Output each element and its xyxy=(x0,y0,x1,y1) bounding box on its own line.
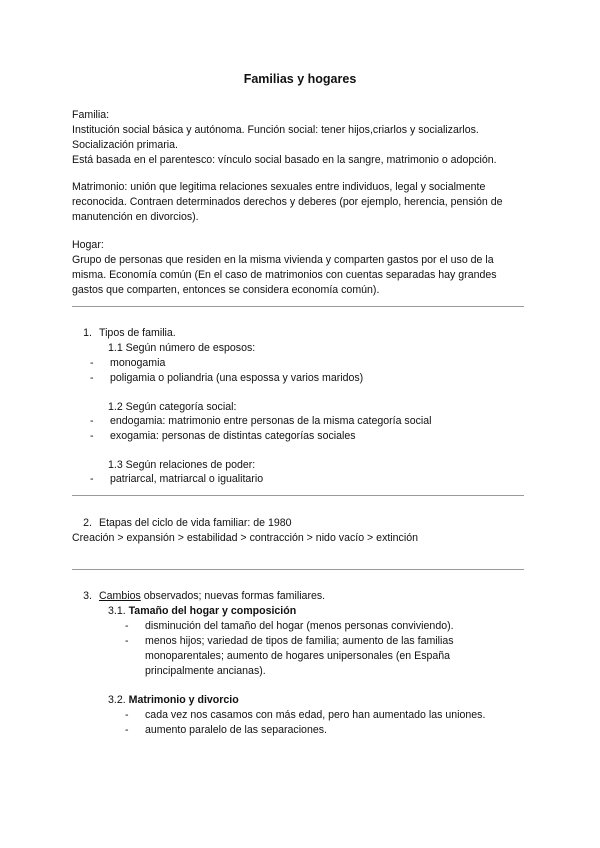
section3-label-underlined: Cambios xyxy=(99,590,141,602)
hogar-line: gastos que comparten, entonces se considera economía común). xyxy=(72,284,380,296)
hogar-heading: Hogar: xyxy=(72,239,104,251)
section3-sub1-label: Tamaño del hogar y composición xyxy=(128,605,297,617)
familia-section xyxy=(72,108,532,168)
familia-line: Está basada en el parentesco: vínculo social basado en la sangre, matrimonio o adopción. xyxy=(72,154,497,166)
matrimonio-line: Matrimonio: unión que legitima relaciones sexuales entre individuos, legal y socialmente xyxy=(72,181,486,193)
bullet-dash: - xyxy=(125,709,129,721)
section1-sub3-label: 1.3 Según relaciones de poder: xyxy=(108,459,256,471)
matrimonio-line: reconocida. Contraen determinados derechos y deberes (por ejemplo, herencia, pensión de xyxy=(72,196,503,208)
section1-number: 1. xyxy=(83,327,92,339)
horizontal-rule xyxy=(72,495,524,496)
section1-sub2-label: 1.2 Según categoría social: xyxy=(108,401,237,413)
section3-sub2-number: 3.2. xyxy=(108,694,126,706)
matrimonio-line: manutención en divorcios). xyxy=(72,211,199,223)
bullet-dash: - xyxy=(125,724,129,736)
familia-line: Socialización primaria. xyxy=(72,139,178,151)
bullet-dash: - xyxy=(90,473,94,485)
bullet-dash: - xyxy=(90,415,94,427)
section1-label: Tipos de familia. xyxy=(99,327,176,339)
section3-label-rest: observados; nuevas formas familiares. xyxy=(140,590,326,602)
section3-heading xyxy=(72,589,325,604)
matrimonio-section xyxy=(72,180,532,225)
section2-heading xyxy=(72,516,292,531)
section3-sub1-number: 3.1. xyxy=(108,605,126,617)
section3-sub2-label: Matrimonio y divorcio xyxy=(128,694,239,706)
familia-heading: Familia: xyxy=(72,109,110,121)
hogar-section xyxy=(72,238,532,298)
horizontal-rule xyxy=(72,569,524,570)
section2-number: 2. xyxy=(83,517,92,529)
horizontal-rule xyxy=(72,306,524,307)
page-title: Familias y hogares xyxy=(243,72,357,86)
bullet-dash: - xyxy=(125,620,129,632)
bullet-dash: - xyxy=(90,357,94,369)
section1-sub1-label: 1.1 Según número de esposos: xyxy=(108,342,256,354)
section3-sub2-heading xyxy=(108,693,239,708)
section3-sub1-heading xyxy=(108,604,296,619)
section3-number: 3. xyxy=(83,590,92,602)
hogar-line: Grupo de personas que residen en la misma vivienda y comparten gastos por el uso de la xyxy=(72,254,494,266)
bullet-dash: - xyxy=(90,372,94,384)
familia-line: Institución social básica y autónoma. Función social: tener hijos,criarlos y socializarlos. xyxy=(72,124,479,136)
bullet-dash: - xyxy=(90,430,94,442)
section1-heading xyxy=(72,326,176,341)
section2-label: Etapas del ciclo de vida familiar: de 1980 xyxy=(99,517,292,529)
hogar-line: misma. Economía común (En el caso de matrimonios con cuentas separadas hay grandes xyxy=(72,269,497,281)
document-page: Familias y hogares Familia: Institución social básica y autónoma. Función social: tener hijos,criarlos y socializarlos. Socialización primaria. Está basada en el parentesco: vínculo social basado en la sangre, matrimonio o adopción. Matrimonio: unión que legitima relaciones sexuales entre individuos, legal y socialmente reconocida. Contraen determinados derechos y deberes (por ejemplo, herencia, pensión de manutención en divorcios). Hogar: Grupo de personas que residen en la misma vivienda y comparten gastos por el uso de la misma. Economía común (En el caso de matrimonios con cuentas separadas hay grandes gastos que comparten, entonces se considera economía común). 1. Tipos de familia. 1.1 Según número de esposos: - monogamia - poligamia o poliandria (una espossa y varios maridos) 1.2 Según categoría social: - endogamia: matrimonio entre personas de la misma categoría social - exogamia: personas de distintas categorías sociales 1.3 Según relaciones de poder: - patriarcal, matriarcal o igualitario 2. Etapas del ciclo de vida familiar: de 1980 Creación > expansión > estabilidad > contracción > nido vacío > extinción 3. Cambios observados; nuevas formas familiares. 3.1. Tamaño del hogar y composición - disminución del tamaño del hogar (menos personas conviviendo). - menos hijos; variedad de tipos de familia; aumento de las familias monoparentales; aumento de hogares unipersonales (en España principalmente ancianas). 3.2. Matrimonio y divorcio - cada vez nos casamos con más edad, pero han aumentado las uniones. - aumento paralelo de las separaciones. xyxy=(0,0,600,848)
bullet-dash: - xyxy=(125,635,129,647)
section2-sequence: Creación > expansión > estabilidad > contracción > nido vacío > extinción xyxy=(72,532,418,544)
